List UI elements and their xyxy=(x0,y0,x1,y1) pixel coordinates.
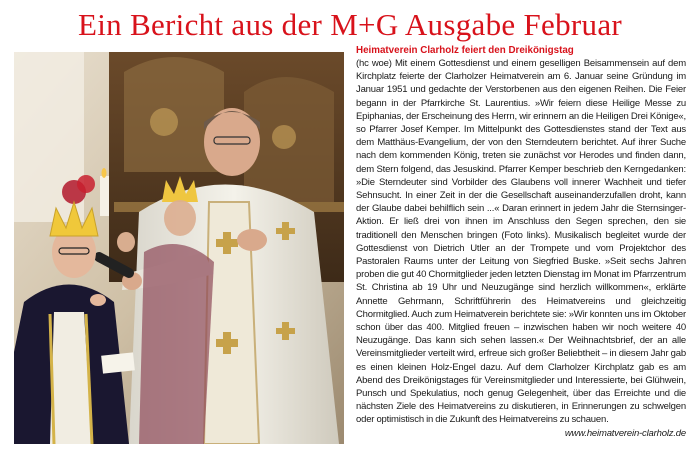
article-title: Heimatverein Clarholz feiert den Dreikönigstag xyxy=(356,45,574,56)
article-photo xyxy=(14,52,344,444)
photo-icon xyxy=(14,52,344,444)
source-link[interactable]: www.heimatverein-clarholz.de xyxy=(564,427,686,439)
article xyxy=(356,44,686,456)
article-body xyxy=(356,57,686,439)
page-headline: Ein Bericht aus der M+G Ausgabe Februar xyxy=(78,7,622,42)
article-text: (hc woe) Mit einem Gottesdienst und einem geselligen Beisammensein auf dem Kirchplatz feierte der Clarholzer Heimatverein am 6. Januar seine Gründung im Januar 1951 und gedachte der Verstorbenen aus den eigenen Reihen. Die Feier begann in der Pfarrkirche St. Laurentius. »Wir feiern diese Heilige Messe zu Epiphanias, der Erscheinung des Herrn, wir erinnern an die Heiligen Drei Könige«, so Pfarrer Josef Kemper. Im Mittelpunkt des Gottesdienstes stand der Text aus dem Matthäus-Evangelium, der von den Sterndeutern berichtet. Auf ihrer Suche nach dem kommenden König, treten sie zunächst vor Herodes und finden dann, dem Stern folgend, das Jesuskind. Pfarrer Kemper beschrieb den Kerngedanken: »Die Sterndeuter sind Vorbilder des Glaubens voll innerer Wachheit und tiefer Sehnsucht. In einer Zeit in der die Gesellschaft auseinanderzufallen droht, kann der Glaube dabei behilflich sein ...« Daran erinnert in jedem Jahr die Sternsinger-Aktion. Er ließ drei von ihnen im Anschluss den Segen sprechen, den sie traditionell den Menschen bringen (Foto links). Musikalisch begleitet wurde der Gottesdienst von Dietrich Utler an der Trompete und vom Projektchor des Pastoralen Raums unter der Leitung von Siegfried Buske. »Seit sechs Jahren proben die gut 40 Chormitglieder jeden letzten Dienstag im Monat im Pfarrzentrum St. Christina ab 19 Uhr und Neuzugänge sind herzlich willkommen«, erklärte Annette Gehrmann, Schriftführerin des Heimatvereins und gleichzeitig Chormitglied. Auch zum Heimatverein berichtete sie: »Wir konnten uns im Oktober schon über das 400. Mitglied freuen – inzwischen haben wir noch weitere 40 Neuzugänge. Das kann sich sehen lassen.« Der Weihnachtsbrief, der an alle Vereinsmitglieder verteilt wird, erfreue sich großer Beliebtheit – in diesem Jahr gab es einen kleinen Holz-Engel dazu. Auf dem Clarholzer Kirchplatz gab es am Abend des Dreikönigstages für Vereinsmitglieder und Interessierte, bei Glühwein, Punsch und Spekulatius, noch genug Gelegenheit, über das Erreichte und die nächsten Ziele des Heimatvereins zu diskutieren, in Erinnerungen zu schwelgen oder optimistisch in die Zukunft des Heimatvereins zu schauen. xyxy=(356,58,686,426)
